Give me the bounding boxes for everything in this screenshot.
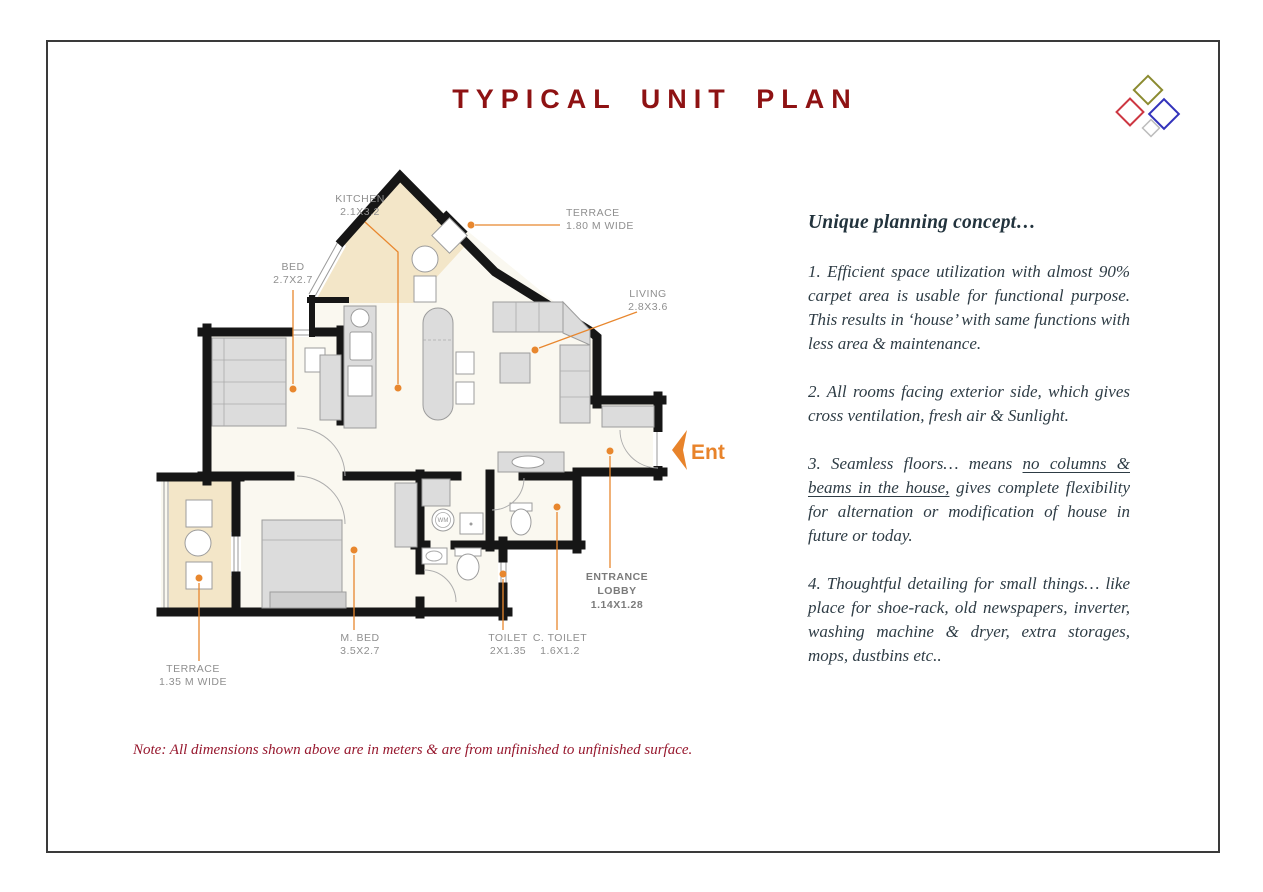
sofa <box>560 345 590 423</box>
terrace-chair <box>414 276 436 302</box>
label-bed-dims: 2.7X2.7 <box>273 274 313 286</box>
label-toilet-dims: 2X1.35 <box>489 645 527 657</box>
label-entrance-lobby-dims: 1.14X1.28 <box>590 599 644 611</box>
concept-heading: Unique planning concept… <box>808 212 1036 233</box>
ctoilet-wc <box>511 509 531 535</box>
floor-plan <box>130 150 750 710</box>
label-terrace-bottom-dims: 1.35 M WIDE <box>159 676 227 688</box>
brand-logo <box>1112 66 1184 142</box>
kitchen-island <box>423 308 453 420</box>
entrance-arrow-icon <box>672 430 687 470</box>
label-kitchen: KITCHEN <box>335 193 385 205</box>
label-living: LIVING <box>629 288 667 300</box>
label-c-toilet-dims: 1.6X1.2 <box>540 645 580 657</box>
kitchen-sink <box>350 332 372 360</box>
logo-diamond-olive <box>1134 76 1162 104</box>
logo-diamond-red <box>1117 99 1144 126</box>
entry-opening <box>653 432 663 466</box>
concept-paragraph-2: 2. All rooms facing exterior side, which gives cross ventilation, fresh air & Sunlight. <box>808 382 1130 425</box>
label-terrace-top: TERRACE <box>566 207 620 219</box>
label-terrace-top-dims: 1.80 M WIDE <box>566 220 634 232</box>
page-title: TYPICAL UNIT PLAN <box>452 84 858 114</box>
label-kitchen-dims: 2.1X3.2 <box>340 206 380 218</box>
entrance-label: Ent <box>691 441 725 464</box>
shoe-rack <box>602 406 654 427</box>
chair <box>456 352 474 374</box>
terrace-table-round <box>185 530 211 556</box>
dimension-note: Note: All dimensions shown above are in meters & are from unfinished to unfinished surface. <box>133 742 693 758</box>
label-living-dims: 2.8X3.6 <box>628 301 668 313</box>
wardrobe <box>320 355 341 420</box>
label-m-bed: M. BED <box>340 632 380 644</box>
terrace-table-round <box>412 246 438 272</box>
entrance-marker <box>672 430 725 470</box>
sofa <box>493 302 563 332</box>
concept-paragraph-4: 4. Thoughtful detailing for small things… like place for shoe-rack, old newspapers, inverter, washing machine & dryer, extra storages, mops, dustbins etc.. <box>808 574 1130 665</box>
toilet-wc <box>457 554 479 580</box>
wardrobe <box>395 483 417 547</box>
coffee-table <box>500 353 530 383</box>
concept-paragraph-1: 1. Efficient space utilization with almost 90% carpet area is usable for functional purpose. This results in ‘house’ with same functions with less area & maintenance. <box>808 262 1130 353</box>
terrace-chair <box>186 500 212 527</box>
label-toilet: TOILET <box>488 632 528 644</box>
concept-paragraph-3: 3. Seamless floors… means no columns & beams in the house, gives complete flexibility for alternation or modification of house in future or today. <box>808 454 1130 545</box>
label-c-toilet: C. TOILET <box>532 632 588 644</box>
washing-machine-label: WM <box>437 518 449 524</box>
washbasin <box>512 456 544 468</box>
label-bed: BED <box>281 261 305 273</box>
chair <box>456 382 474 404</box>
kitchen-burner <box>351 309 369 327</box>
concept-text-block <box>808 212 1130 692</box>
logo-diamond-blue <box>1149 99 1179 129</box>
label-entrance-lobby-2: LOBBY <box>597 585 637 597</box>
label-entrance-lobby: ENTRANCE <box>585 571 649 583</box>
label-m-bed-dims: 3.5X2.7 <box>340 645 380 657</box>
label-terrace-bottom: TERRACE <box>166 663 220 675</box>
